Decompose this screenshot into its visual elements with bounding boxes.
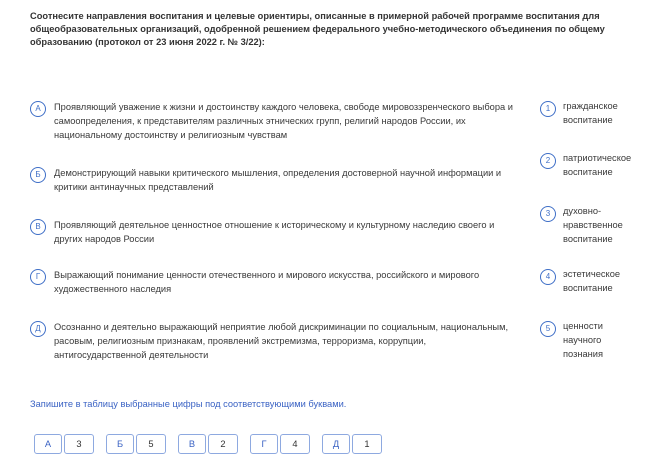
answer-pair-a <box>34 434 94 454</box>
letter-badge-c: В <box>30 219 46 235</box>
answer-letter-g: Г <box>250 434 278 454</box>
target-text-a: Проявляющий уважение к жизни и достоинству каждого человека, свободе мировоззренческого выбора и самоопределения, к представителям различных этнических групп, религий народов России, их национальному достоинству и религиозным чувствам <box>54 102 513 140</box>
number-badge-2: 2 <box>540 153 556 169</box>
instruction-text: Запишите в таблицу выбранные цифры под соответствующими буквами. <box>30 399 347 409</box>
target-text-b: Демонстрирующий навыки критического мышления, определения достоверной научной информации и критики антинаучных представлений <box>54 168 502 192</box>
direction-text-2: патриотическое воспитание <box>563 153 632 177</box>
letter-badge-b: Б <box>30 167 46 183</box>
answer-input-b[interactable]: 5 <box>136 434 166 454</box>
letter-badge-d: Д <box>30 321 46 337</box>
answer-pair-e <box>322 434 382 454</box>
number-badge-3: 3 <box>540 206 556 222</box>
number-badge-4: 4 <box>540 269 556 285</box>
number-badge-5: 5 <box>540 321 556 337</box>
direction-text-4: эстетическое воспитание <box>563 269 621 293</box>
direction-text-1: гражданское воспитание <box>563 101 618 125</box>
answer-pair-b <box>106 434 166 454</box>
target-text-c: Проявляющий деятельное ценностное отношение к историческому и культурному наследию своего и других народов России <box>54 220 495 244</box>
answer-letter-a: А <box>34 434 62 454</box>
direction-text-3: духовно-нравственное воспитание <box>563 206 623 244</box>
answer-input-g[interactable]: 4 <box>280 434 310 454</box>
answer-pair-d <box>250 434 310 454</box>
answer-letter-d: Д <box>322 434 350 454</box>
answer-table <box>34 434 382 454</box>
letter-badge-a: А <box>30 101 46 117</box>
target-text-g: Выражающий понимание ценности отечественного и мирового искусства, российского и мирового художественного наследия <box>54 270 480 294</box>
match-row-a <box>30 101 635 141</box>
match-row-b <box>30 153 635 207</box>
question-text: Соотнесите направления воспитания и целевые ориентиры, описанные в примерной рабочей программе воспитания для общеобразовательных организаций, одобренной решением федерального учебно-методического объединения по общему образованию (протокол от 23 июня 2022 г. № 3/22): <box>30 11 605 47</box>
number-badge-1: 1 <box>540 101 556 117</box>
target-text-d: Осознанно и деятельно выражающий неприятие любой дискриминации по социальным, национальным, расовым, религиозным признакам, проявлений экстремизма, терроризма, коррупции, антигосударственной деятельности <box>54 322 509 360</box>
match-row-d <box>30 269 635 309</box>
answer-letter-v: В <box>178 434 206 454</box>
answer-input-d[interactable]: 1 <box>352 434 382 454</box>
letter-badge-g: Г <box>30 269 46 285</box>
answer-letter-b: Б <box>106 434 134 454</box>
direction-text-5: ценности научного познания <box>563 321 604 359</box>
match-row-c <box>30 206 635 259</box>
match-row-e <box>30 321 635 361</box>
answer-input-a[interactable]: 3 <box>64 434 94 454</box>
answer-pair-c <box>178 434 238 454</box>
answer-input-v[interactable]: 2 <box>208 434 238 454</box>
